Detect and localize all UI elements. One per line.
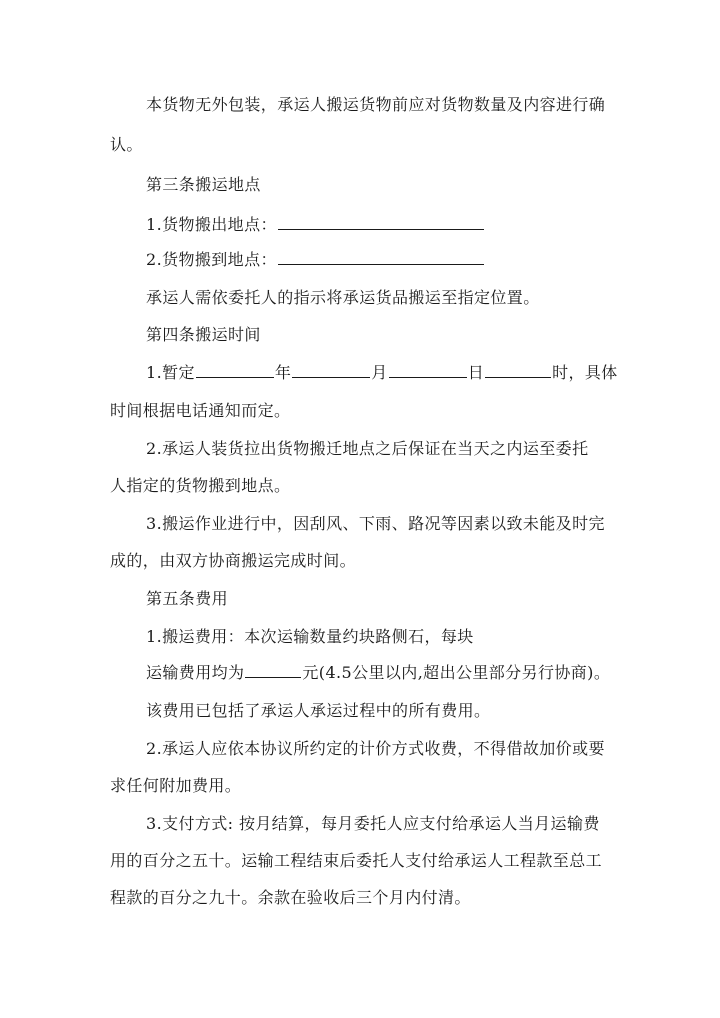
time-suffix: 时，具体 [552, 363, 618, 382]
clause-fee-2-line1: 2.承运人应依本协议所约定的计价方式收费，不得借故加价或要 [146, 739, 605, 758]
clause-location-from [146, 215, 485, 235]
paragraph-instruction: 承运人需依委托人的指示将承运货品搬运至指定位置。 [146, 288, 540, 307]
blank-location-from [278, 215, 484, 230]
section-heading-fees: 第五条费用 [146, 589, 229, 608]
fee-prefix: 运输费用均为 [146, 663, 245, 682]
clause-time-2-line2: 人指定的货物搬到地点。 [110, 476, 291, 495]
clause-time-2-line1: 2.承运人装货拉出货物搬迁地点之后保证在当天之内运至委托 [146, 439, 589, 458]
year-label: 年 [274, 363, 292, 382]
section-heading-time: 第四条搬运时间 [146, 325, 261, 344]
clause-fee-1-line2 [146, 663, 610, 683]
blank-hour [485, 363, 551, 378]
section-heading-location: 第三条搬运地点 [146, 175, 261, 194]
clause-location-to-label: 2.货物搬到地点： [146, 250, 277, 269]
paragraph-packaging-line1: 本货物无外包装，承运人搬运货物前应对货物数量及内容进行确 [146, 95, 606, 114]
clause-location-from-label: 1.货物搬出地点： [146, 215, 277, 234]
blank-year [196, 363, 274, 378]
paragraph-packaging-line2: 认。 [110, 135, 143, 154]
clause-time-3-line2: 成的，由双方协商搬运完成时间。 [110, 551, 357, 570]
clause-fee-1-line3: 该费用已包括了承运人承运过程中的所有费用。 [146, 701, 491, 720]
day-label: 日 [467, 363, 485, 382]
clause-time-1-line1 [146, 363, 618, 383]
clause-time-3-line1: 3.搬运作业进行中，因刮风、下雨、路况等因素以致未能及时完 [146, 514, 605, 533]
month-label: 月 [371, 363, 388, 382]
time-prefix: 1.暂定 [146, 363, 195, 382]
blank-fee-amount [245, 663, 301, 678]
clause-fee-3-line1: 3.支付方式: 按月结算，每月委托人应支付给承运人当月运输费 [146, 814, 600, 833]
blank-day [389, 363, 467, 378]
clause-fee-3-line2: 用的百分之五十。运输工程结束后委托人支付给承运人工程款至总工 [110, 851, 603, 870]
blank-location-to [278, 250, 484, 265]
clause-fee-2-line2: 求任何附加费用。 [110, 776, 242, 795]
clause-fee-1-line1: 1.搬运费用：本次运输数量约块路侧石，每块 [146, 627, 474, 646]
fee-suffix: 元(4.5公里以内,超出公里部分另行协商)。 [302, 663, 611, 682]
blank-month [292, 363, 370, 378]
clause-fee-3-line3: 程款的百分之九十。余款在验收后三个月内付清。 [110, 888, 471, 907]
clause-time-1-line2: 时间根据电话通知而定。 [110, 401, 291, 420]
clause-location-to [146, 250, 485, 270]
